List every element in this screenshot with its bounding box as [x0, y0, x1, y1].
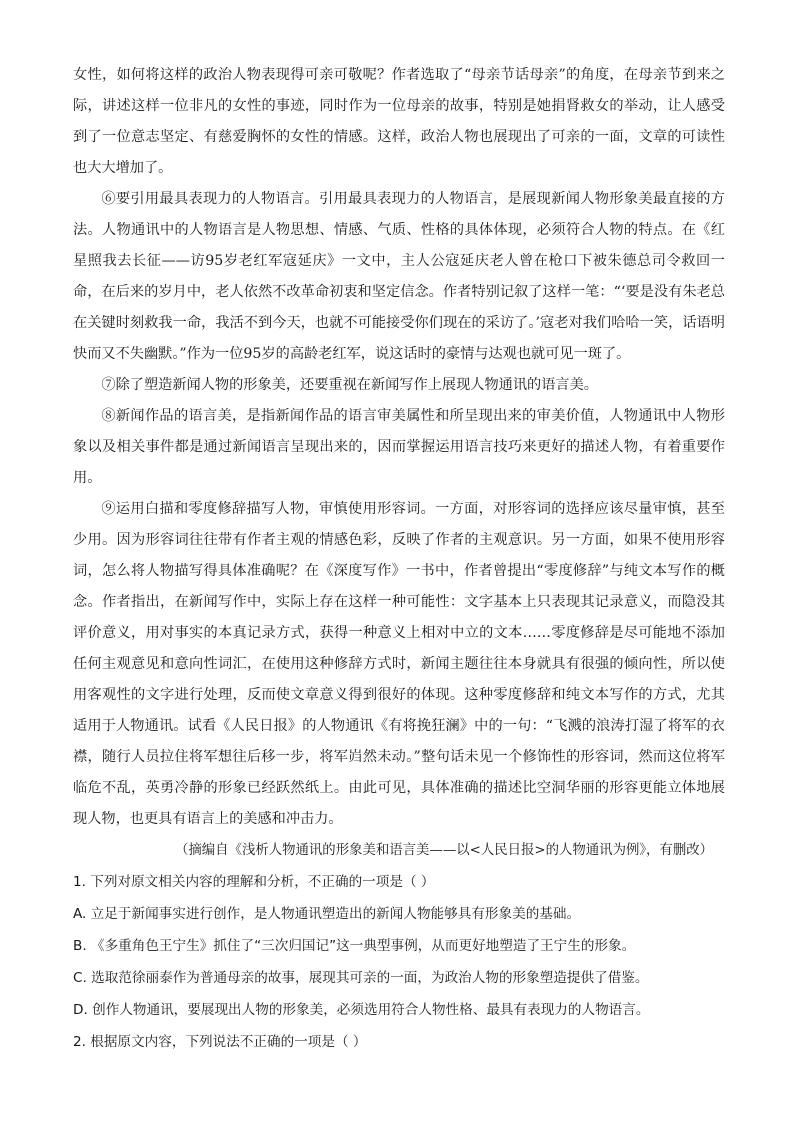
- source-citation: （摘编自《浅析人物通讯的形象美和语言美——以<人民日报>的人物通讯为例》，有删改）: [175, 843, 713, 858]
- question-1-option-c: C. 选取范徐丽泰作为普通母亲的故事，展现其可亲的一面，为政治人物的形象塑造提供了借鉴。: [73, 970, 649, 986]
- question-2-stem: 2. 根据原文内容，下列说法不正确的一项是（ ）: [73, 1034, 367, 1050]
- question-1-stem: 1. 下列对原文相关内容的理解和分析，不正确的一项是（ ）: [73, 874, 435, 890]
- question-1-option-b: B. 《多重角色王宁生》抓住了“三次归国记”这一典型事例，从而更好地塑造了王宁生的形象。: [73, 938, 636, 954]
- document-page: [73, 60, 725, 1058]
- paragraph-continued: 女性，如何将这样的政治人物表现得可亲可敬呢？作者选取了“母亲节话母亲”的角度，在母亲节到来之际，讲述这样一位非凡的女性的事迹，同时作为一位母亲的故事，特别是她捐肾救女的举动，让人感受到了一位意志坚定、有慈爱胸怀的女性的情感。这样，政治人物也展现出了可亲的一面，文章的可读性也大大增加了。: [73, 67, 725, 176]
- paragraph-7: ⑦除了塑造新闻人物的形象美，还要重视在新闻写作上展现人物通讯的语言美。: [101, 377, 598, 393]
- paragraph-9: ⑨运用白描和零度修辞描写人物，审慎使用形容词。一方面，对形容词的选择应该尽量审慎，甚至少用。因为形容词往往带有作者主观的情感色彩，反映了作者的主观意识。另一方面，如果不使用形容词，怎么将人物描写得具体准确呢？在《深度写作》一书中，作者曾提出“零度修辞”与纯文本写作的概念。作者指出，在新闻写作中，实际上存在这样一种可能性：文字基本上只表现其记录意义，而隐没其评价意义，用对事实的本真记录方式，获得一种意义上相对中立的文本……零度修辞是尽可能地不添加任何主观意见和意向性词汇，在使用这种修辞方式时，新闻主题往往本身就具有很强的倾向性，所以使用客观性的文字进行处理，反而使文章意义得到很好的体现。这种零度修辞和纯文本写作的方式，尤其适用于人物通讯。试看《人民日报》的人物通讯《有将挽狂澜》中的一句：“飞溅的浪涛打湿了将军的衣襟，随行人员拉住将军想往后移一步，将军岿然未动。”整句话未见一个修饰性的形容词，然而这位将军临危不乱，英勇冷静的形象已经跃然纸上。由此可见，具体准确的描述比空洞华丽的形容更能立体地展现人物，也更具有语言上的美感和冲击力。: [73, 501, 725, 827]
- paragraph-6: ⑥要引用最具表现力的人物语言。引用最具表现力的人物语言，是展现新闻人物形象美最直接的方法。人物通讯中的人物语言是人物思想、情感、气质、性格的具体体现，必须符合人物的特点。在《红星照我去长征——访95岁老红军寇延庆》一文中，主人公寇延庆老人曾在枪口下被朱德总司令救回一命，在后来的岁月中，老人依然不改革命初衷和坚定信念。作者特别记叙了这样一笔：“‘要是没有朱老总在关键时刻救我一命，我活不到今天，也就不可能接受你们现在的采访了。’寇老对我们哈哈一笑，话语明快而又不失幽默。”作为一位95岁的高龄老红军，说这话时的豪情与达观也就可见一斑了。: [73, 191, 725, 362]
- question-1-option-d: D. 创作人物通讯，要展现出人物的形象美，必须选用符合人物性格、最具有表现力的人物语言。: [73, 1002, 650, 1018]
- paragraph-8: ⑧新闻作品的语言美，是指新闻作品的语言审美属性和所呈现出来的审美价值，人物通讯中人物形象以及相关事件都是通过新闻语言呈现出来的，因而掌握运用语言技巧来更好的描述人物，有着重要作用。: [73, 408, 725, 486]
- question-1-option-a: A. 立足于新闻事实进行创作，是人物通讯塑造出的新闻人物能够具有形象美的基础。: [73, 906, 581, 922]
